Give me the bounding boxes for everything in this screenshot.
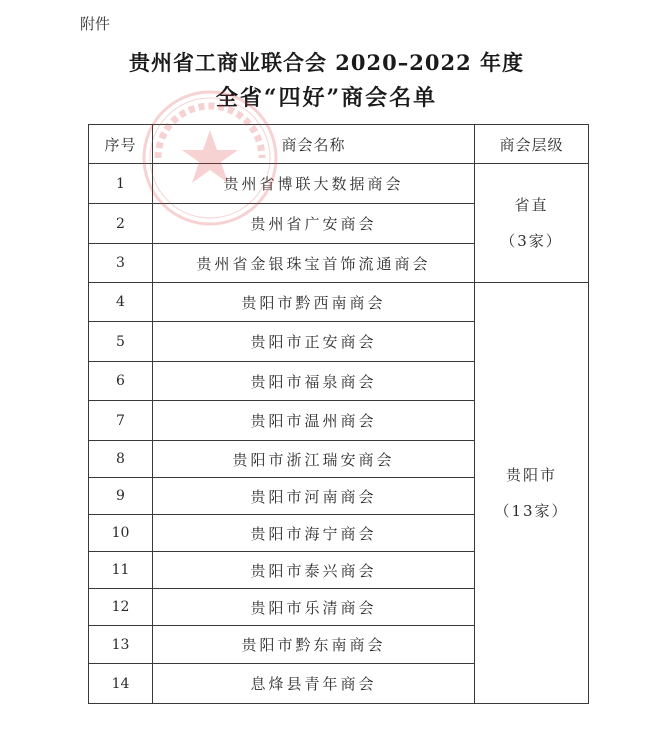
row-number: 13 [89,626,153,664]
header-chamber-name: 商会名称 [153,125,475,164]
row-number: 14 [89,664,153,704]
row-number: 7 [89,401,153,441]
level-name: 贵阳市 [505,466,557,484]
chamber-name: 贵阳市黔东南商会 [153,626,475,664]
chamber-name: 贵州省金银珠宝首饰流通商会 [153,244,475,283]
document-title-line1: 贵州省工商业联合会 2020–2022 年度 [128,50,524,75]
row-number: 5 [89,322,153,362]
chamber-name: 贵阳市乐清商会 [153,589,475,626]
row-number: 8 [89,441,153,478]
row-number: 6 [89,362,153,401]
chamber-name: 贵阳市浙江瑞安商会 [153,441,475,478]
chamber-name: 贵阳市泰兴商会 [153,552,475,589]
row-number: 10 [89,515,153,552]
chamber-name: 息烽县青年商会 [153,664,475,704]
chamber-name: 贵阳市黔西南商会 [153,283,475,322]
level-cell-provincial [475,164,589,283]
row-number: 9 [89,478,153,515]
row-number: 3 [89,244,153,283]
row-number: 12 [89,589,153,626]
chamber-name: 贵阳市福泉商会 [153,362,475,401]
chamber-name: 贵州省广安商会 [153,204,475,244]
level-name: 省直 [514,196,549,214]
header-chamber-level: 商会层级 [475,125,589,164]
chamber-name: 贵阳市温州商会 [153,401,475,441]
table-header-row [89,125,589,164]
row-number: 2 [89,204,153,244]
table-row [89,164,589,204]
level-cell-guiyang [475,283,589,704]
chamber-list-table [88,124,589,704]
chamber-name: 贵阳市河南商会 [153,478,475,515]
row-number: 1 [89,164,153,204]
attachment-label: 附件 [80,15,111,33]
level-count: （13家） [494,502,569,520]
header-number: 序号 [89,125,153,164]
chamber-name: 贵阳市正安商会 [153,322,475,362]
level-count: （3家） [500,232,563,250]
row-number: 11 [89,552,153,589]
chamber-name: 贵阳市海宁商会 [153,515,475,552]
chamber-name: 贵州省博联大数据商会 [153,164,475,204]
table-row [89,283,589,322]
document-title-line2: 全省“四好”商会名单 [215,85,438,111]
row-number: 4 [89,283,153,322]
